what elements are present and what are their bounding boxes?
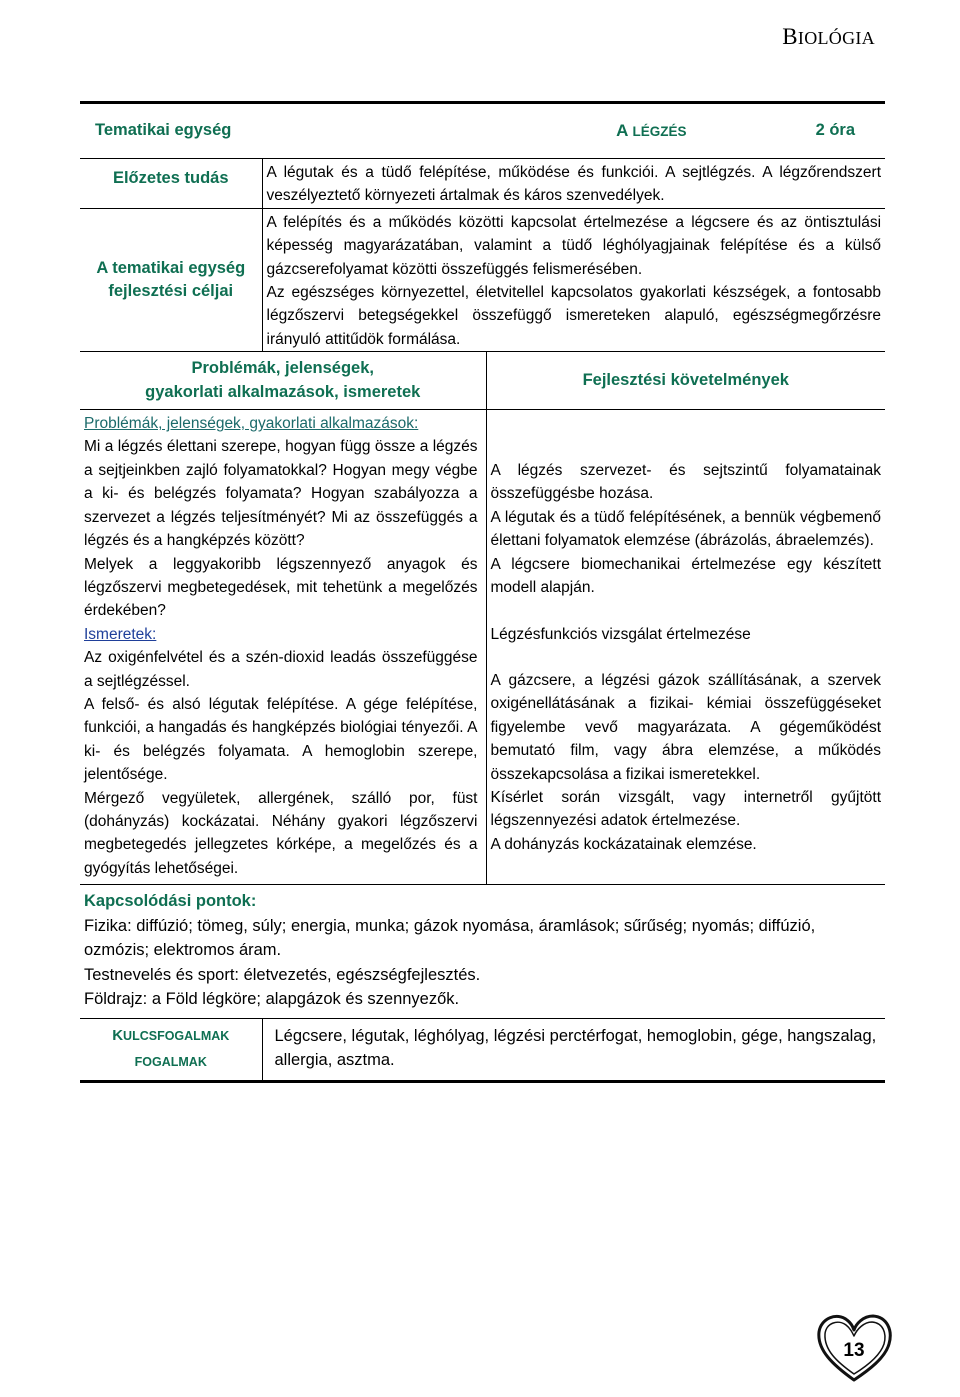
goals-paragraph-2: Az egészséges környezettel, életvitellel kapcsolatos gyakorlati készségek, a fontosabb légzőszervi betegségekkel összefüggő ismereteken alapuló, egészségmegőrzésre irányuló attitűdök formálása. bbox=[266, 284, 882, 348]
page-number-badge bbox=[813, 1310, 895, 1384]
curriculum-table bbox=[80, 101, 885, 1083]
problems-questions-2: Melyek a leggyakoribb légszennyező anyagok és légzőszervi megbetegedések, mit tehetünk a megelőzés érdekében? bbox=[84, 555, 478, 620]
connections-block bbox=[80, 885, 885, 1019]
requirement-3: A légcsere biomechanikai értelmezése egy készített modell alapján. bbox=[490, 555, 882, 597]
requirement-1: A légzés szervezet- és sejtszintű folyamatainak összefüggésbe hozása. bbox=[490, 462, 882, 503]
section-title: A LÉGZÉS bbox=[616, 120, 687, 140]
connections-geography: Földrajz: a Föld légköre; alapgázok és szennyezők. bbox=[84, 990, 460, 1009]
hours: 2 óra bbox=[815, 121, 856, 140]
knowledge-heading: Ismeretek: bbox=[84, 625, 157, 643]
knowledge-item-2: A felső- és alsó légutak felépítése. A gége felépítése, funkciói, a hangadás és hangképzés biológiai tényezői. A ki- és belégzés folyamata. A hemoglobin szerepe, jelentősége. bbox=[84, 695, 478, 784]
goals-label: A tematikai egység fejlesztési céljai bbox=[80, 208, 262, 351]
connections-heading: Kapcsolódási pontok: bbox=[84, 892, 257, 911]
running-head: BIOLÓGIA bbox=[782, 24, 875, 49]
connections-row bbox=[80, 885, 885, 1019]
left-column-heading: Problémák, jelenségek, gyakorlati alkalmazások, ismeretek bbox=[80, 352, 486, 410]
page-number: 13 bbox=[843, 1340, 865, 1361]
key-concepts-label: KULCSFOGALMAK FOGALMAK bbox=[80, 1018, 262, 1081]
content-row bbox=[80, 410, 885, 885]
connections-pe: Testnevelés és sport: életvezetés, egészségfejlesztés. bbox=[84, 965, 481, 984]
requirement-6: Kísérlet során vizsgált, vagy internetről gyűjtött légszennyezési adatok értelmezése. bbox=[490, 788, 882, 830]
goals-paragraph-1: A felépítés és a működés közötti kapcsolat értelmezése a légcsere és az öntisztulási képesség magyarázatában, valamint a tüdő léghólyagjainak felépítése és a külső gázcserefolyamat közötti összefüggés felismerésében. bbox=[266, 213, 882, 278]
problems-questions-1: Mi a légzés élettani szerepe, hogyan függ össze a légzés a sejtjeinkben zajló folyamatokkal? Hogyan megy végbe a ki- és belégzés folyamata? Hogyan szabályozza a szervezet a légzés teljesítményét? Mi az összefüggés a légzés és a hangképzés között? bbox=[84, 438, 478, 550]
connections-physics: Fizika: diffúzió; tömeg, súly; energia, munka; gázok nyomása, áramlások; sűrűség; nyomás; diffúzió, ozmózis; elektromos áram. bbox=[84, 916, 816, 960]
right-column bbox=[486, 410, 885, 885]
header-label: Tematikai egység bbox=[95, 121, 232, 140]
requirement-5: A gázcsere, a légzési gázok szállításának, a szervek oxigénellátásának a fizikai- kémiai összefüggéseket figyelembe vevő magyarázata. A gégeműködést bemutató film, vagy ábra elemzése, a működés összekapcsolása a fizikai ismeretekkel. bbox=[490, 671, 882, 783]
key-concepts-row bbox=[80, 1018, 885, 1081]
key-concepts-text: Légcsere, légutak, léghólyag, légzési perctérfogat, hemoglobin, gége, hangszalag, allergia, asztma. bbox=[274, 1026, 877, 1069]
goals-row bbox=[80, 208, 885, 351]
right-column-heading: Fejlesztési követelmények bbox=[582, 370, 789, 389]
problems-heading: Problémák, jelenségek, gyakorlati alkalmazások: bbox=[84, 415, 419, 433]
requirement-7: A dohányzás kockázatainak elemzése. bbox=[490, 835, 757, 853]
left-column bbox=[80, 410, 486, 885]
requirement-2: A légutak és a tüdő felépítésének, a bennük végbemenő élettani folyamatok elemzése (ábrázolás, ábraelemzés). bbox=[490, 508, 882, 550]
columns-header-row bbox=[80, 352, 885, 410]
prior-knowledge-row bbox=[80, 159, 885, 209]
knowledge-item-1: Az oxigénfelvétel és a szén-dioxid leadás összefüggése a sejtlégzéssel. bbox=[84, 649, 478, 690]
prior-knowledge-label: Előzetes tudás bbox=[80, 159, 262, 209]
prior-knowledge-text: A légutak és a tüdő felépítése, működése és funkciói. A sejtlégzés. A légzőrendszert veszélyeztető környezeti ártalmak és káros szenvedélyek. bbox=[266, 164, 882, 205]
requirement-4: Légzésfunkciós vizsgálat értelmezése bbox=[490, 625, 751, 643]
knowledge-item-3: Mérgező vegyületek, allergének, szálló por, füst (dohányzás) kockázatai. Néhány gyakori légzőszervi megbetegedés jellegzetes kórképe, a megelőzés és a gyógyítás lehetőségei. bbox=[84, 789, 478, 877]
header-row bbox=[80, 103, 885, 159]
